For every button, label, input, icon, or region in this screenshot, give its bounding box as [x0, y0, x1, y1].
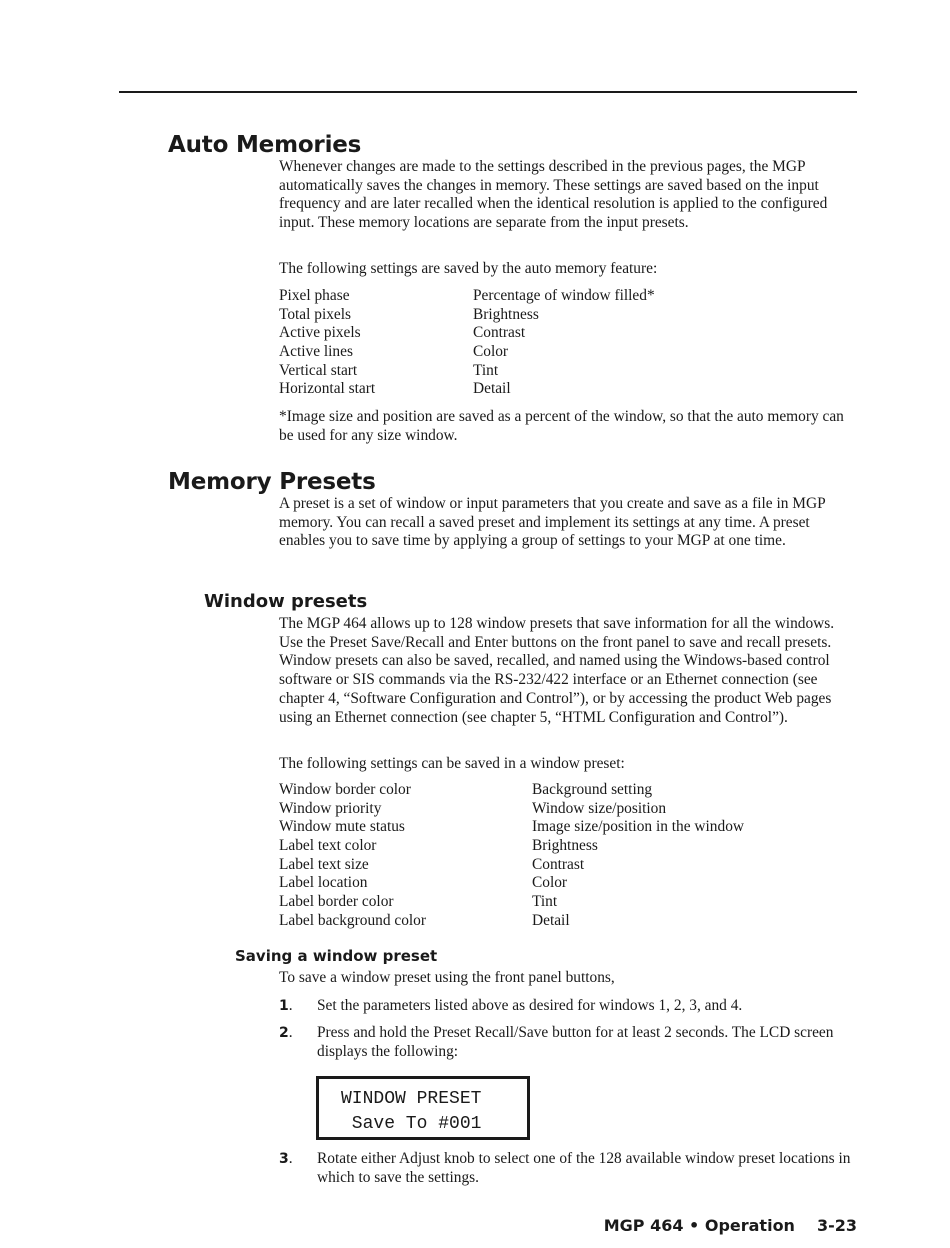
setting-cell: Percentage of window filled*: [473, 287, 655, 304]
setting-cell: Label location: [279, 874, 368, 892]
setting-cell: Total pixels: [279, 305, 352, 323]
setting-cell: Contrast: [473, 324, 526, 342]
setting-cell: Pixel phase: [279, 287, 350, 304]
page-footer: [604, 1216, 857, 1236]
setting-cell: Brightness: [532, 837, 598, 855]
lcd-line-2: Save To #001: [341, 1114, 482, 1134]
setting-cell: Tint: [473, 361, 499, 379]
setting-cell: Tint: [532, 893, 558, 911]
step-number: 3: [279, 1151, 289, 1167]
step-text: Set the parameters listed above as desired for windows 1, 2, 3, and 4.: [317, 997, 743, 1014]
setting-cell: Image size/position in the window: [532, 818, 745, 836]
lcd-display: [316, 1076, 530, 1140]
setting-cell: Color: [473, 343, 509, 361]
page-number: 3-23: [816, 1216, 857, 1235]
auto-memories-list-intro: The following settings are saved by the auto memory feature:: [279, 260, 658, 277]
window-presets-intro: The MGP 464 allows up to 128 window presets that save information for all the windows. Use the Preset Save/Recall and Enter buttons on the front panel to save and recall presets. Window presets can also be saved, recalled, and named using the Windows-based control software or SIS commands via the RS-232/422 interface or an Ethernet connection (see chapter 4, “Software Configuration and Control”), or by accessing the product Web pages using an Ethernet connection (see chapter 5, “HTML Configuration and Control”).: [279, 615, 835, 726]
auto-memories-intro: Whenever changes are made to the settings described in the previous pages, the MGP automatically saves the changes in memory. These settings are saved based on the input frequency and are later recalled when the identical resolution is applied to the configured input. These memory locations are separate from the input presets.: [279, 158, 828, 232]
saving-intro: To save a window preset using the front panel buttons,: [279, 969, 615, 986]
auto-memories-heading: Auto Memories: [168, 132, 362, 158]
memory-presets-heading: Memory Presets: [168, 469, 376, 495]
auto-memories-footnote: *Image size and position are saved as a percent of the window, so that the auto memory can be used for any size window.: [279, 408, 844, 444]
saving-heading: Saving a window preset: [235, 947, 438, 965]
setting-cell: Active pixels: [279, 324, 361, 342]
setting-cell: Horizontal start: [279, 380, 376, 398]
setting-cell: Label text size: [279, 855, 369, 873]
setting-cell: Active lines: [279, 343, 353, 361]
setting-cell: Window border color: [279, 781, 411, 798]
setting-cell: Brightness: [473, 305, 539, 323]
setting-cell: Contrast: [532, 855, 585, 873]
setting-cell: Window mute status: [279, 818, 405, 836]
setting-cell: Label background color: [279, 911, 427, 929]
window-presets-list-intro: The following settings can be saved in a window preset:: [279, 755, 625, 772]
window-presets-heading: Window presets: [204, 591, 368, 612]
step-number: 2: [279, 1025, 289, 1041]
setting-cell: Window size/position: [532, 799, 667, 817]
step-number: 1: [279, 998, 289, 1014]
setting-cell: Detail: [473, 380, 511, 398]
lcd-line-1: WINDOW PRESET: [341, 1089, 482, 1109]
memory-presets-intro: A preset is a set of window or input parameters that you create and save as a file in MGP memory. You can recall a saved preset and implement its settings at any time. A preset enables you to save time by applying a group of settings to your MGP at one time.: [279, 495, 826, 550]
setting-cell: Label text color: [279, 837, 377, 855]
setting-cell: Label border color: [279, 893, 394, 911]
setting-cell: Window priority: [279, 799, 382, 817]
list-item: 1. Set the parameters listed above as desired for windows 1, 2, 3, and 4.: [279, 997, 857, 1016]
list-item: 3. Rotate either Adjust knob to select one of the 128 available window preset locations in which to save the settings.: [279, 1150, 857, 1187]
setting-cell: Vertical start: [279, 361, 358, 379]
header-rule: [119, 91, 857, 93]
setting-cell: Background setting: [532, 781, 653, 798]
step-text: Press and hold the Preset Recall/Save button for at least 2 seconds. The LCD screen displays the following:: [317, 1024, 834, 1060]
setting-cell: Detail: [532, 911, 570, 929]
setting-cell: Color: [532, 874, 568, 892]
footer-title: MGP 464 • Operation: [603, 1216, 795, 1235]
list-item: 2. Press and hold the Preset Recall/Save button for at least 2 seconds. The LCD screen displays the following:: [279, 1024, 857, 1061]
step-text: Rotate either Adjust knob to select one of the 128 available window preset locations in which to save the settings.: [317, 1150, 851, 1186]
